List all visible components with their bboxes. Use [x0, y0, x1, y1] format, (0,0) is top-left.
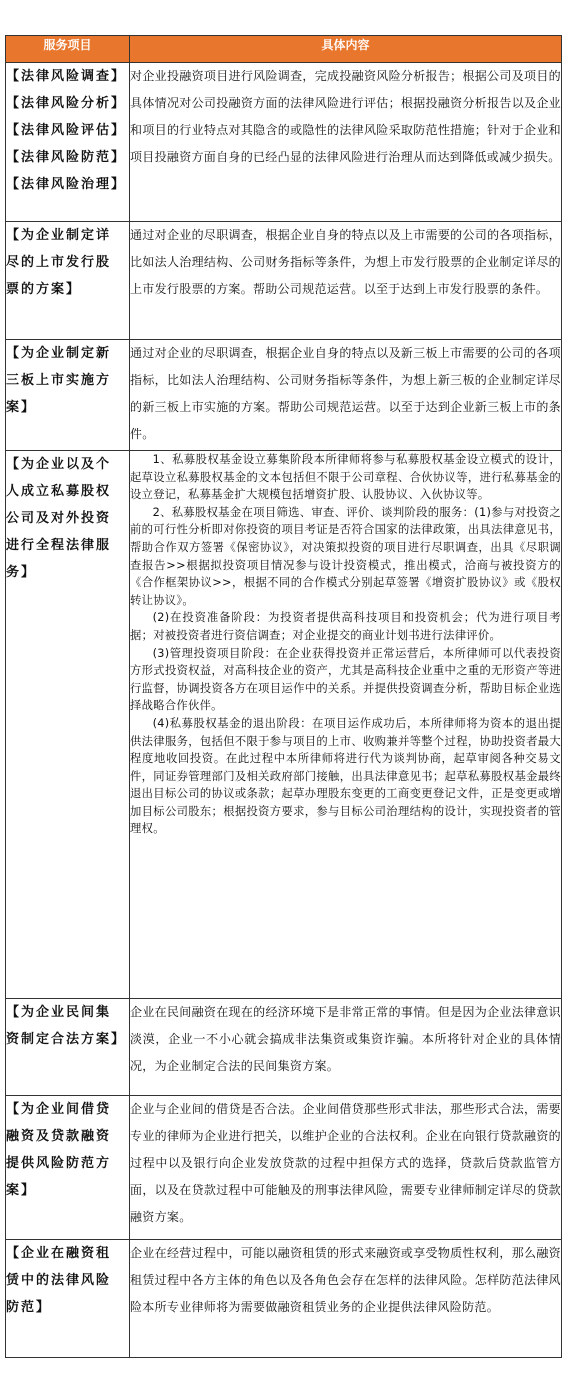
header-details: 具体内容	[130, 36, 562, 63]
service-item-cell	[6, 1240, 130, 1358]
service-content-text: 通过对企业的尽职调查，根据企业自身的特点以及上市需要的公司的各项指标，比如法人治理结构、公司财务指标等条件，为想上市发行股票的企业制定详尽的上市发行股票的方案。帮助公司规范运营。以至于达到上市发行股票的条件。	[130, 228, 561, 296]
service-item-label: 尽的上市发行股	[6, 255, 112, 270]
service-item-label: 【为企业以及个	[6, 457, 112, 472]
service-content-paragraph: 1、私募股权基金设立募集阶段本所律师将参与私募股权基金设立模式的设计，起草设立私募股权基金的文本包括但不限于公司章程、合伙协议等，进行私募基金的设立登记，私募基金扩大规模包括增资扩股、认股协议、入伙协议等。	[130, 453, 561, 502]
service-content-cell	[130, 63, 562, 222]
service-content-cell	[130, 1096, 562, 1240]
service-item-label: 人成立私募股权	[6, 484, 112, 499]
service-item-label: 资制定合法方案】	[6, 1032, 127, 1047]
table-row	[6, 340, 562, 451]
service-item-label: 【法律风险防范】	[6, 150, 127, 165]
service-content-text: 企业在经营过程中，可能以融资租赁的形式来融资或享受物质性权利，那么融资租赁过程中各方主体的角色以及各角色会存在怎样的法律风险。怎样防范法律风险本所专业律师将为需要做融资租赁业务的企业提供法律风险防范。	[130, 1246, 561, 1314]
service-table	[5, 35, 562, 1358]
table-row	[6, 222, 562, 340]
service-item-cell	[6, 1096, 130, 1240]
service-item-label: 【为企业制定详	[6, 228, 112, 243]
service-item-label: 【为企业间借贷	[6, 1102, 112, 1117]
service-content-cell	[130, 222, 562, 340]
service-content-paragraph: (2)在投资准备阶段：为投资者提供高科技项目和投资机会；代为进行项目考据；对被投资者进行资信调查；对企业提交的商业计划书进行法律评价。	[130, 611, 561, 642]
service-item-label: 案】	[6, 400, 37, 415]
service-item-label: 务】	[6, 565, 37, 580]
table-row	[6, 999, 562, 1096]
table-row	[6, 1240, 562, 1358]
service-content-text: 企业在民间融资在现在的经济环境下是非常正常的事情。但是因为企业法律意识淡漠，企业一不小心就会搞成非法集资或集资诈骗。本所将针对企业的具体情况，为企业制定合法的民间集资方案。	[130, 1005, 561, 1073]
table-row	[6, 451, 562, 999]
service-item-cell	[6, 340, 130, 451]
table-header-row	[6, 36, 562, 63]
service-content-text: 通过对企业的尽职调查，根据企业自身的特点以及新三板上市需要的公司的各项指标，比如法人治理结构、公司财务指标等条件，为想上新三板的企业制定详尽的新三板上市实施的方案。帮助公司规范运营。以至于达到企业新三板上市的条件。	[130, 346, 561, 441]
service-item-label: 票的方案】	[6, 282, 82, 297]
header-service-item: 服务项目	[6, 36, 130, 63]
service-item-cell	[6, 63, 130, 222]
service-item-label: 【为企业民间集	[6, 1005, 112, 1020]
table-row	[6, 1096, 562, 1240]
service-item-label: 提供风险防范方	[6, 1156, 112, 1171]
service-item-label: 案】	[6, 1183, 37, 1198]
service-content-paragraph: (4)私募股权基金的退出阶段：在项目运作成功后，本所律师将为资本的退出提供法律服务，包括但不限于参与项目的上市、收购兼并等整个过程，协助投资者最大程度地收回投资。在此过程中本所律师将进行代为谈判协商，起草审阅各种交易文件，同证券管理部门及相关政府部门接触，出具法律意见书；起草私募股权基金最终退出目标公司的协议或条款；起草办理股东变更的工商变更登记文件，正是变更或增加目标公司股东；根据投资方要求，参与目标公司治理结构的设计，实现投资者的管理权。	[130, 716, 561, 836]
service-content-cell	[130, 340, 562, 451]
service-content-paragraph: 2、私募股权基金在项目筛选、审查、评价、谈判阶段的服务：(1)参与对投资之前的可行性分析即对你投资的项目考证是否符合国家的法律政策，出具法律意见书，帮助合作双方签署《保密协议》，对决策拟投资的项目进行尽职调查，出具《尽职调查报告>>根据拟投资项目情况参与设计投资模式，推出模式，洽商与被投资方的《合作框架协议>>，根据不同的合作模式分别起草签署《增资扩股协议》或《股权转让协议》。	[130, 505, 561, 607]
service-item-label: 融资及贷款融资	[6, 1129, 112, 1144]
service-item-label: 公司及对外投资	[6, 511, 112, 526]
service-item-label: 【法律风险评估】	[6, 123, 127, 138]
service-item-label: 【企业在融资租	[6, 1246, 112, 1261]
service-item-label: 防范】	[6, 1300, 52, 1315]
service-item-label: 【法律风险治理】	[6, 177, 127, 192]
service-item-cell	[6, 999, 130, 1096]
service-item-cell	[6, 451, 130, 999]
service-item-label: 赁中的法律风险	[6, 1273, 112, 1288]
service-item-label: 【为企业制定新	[6, 346, 112, 361]
service-item-label: 三板上市实施方	[6, 373, 112, 388]
service-content-cell	[130, 1240, 562, 1358]
service-content-cell	[130, 999, 562, 1096]
service-content-text: 对企业投融资项目进行风险调查，完成投融资风险分析报告；根据公司及项目的具体情况对公司投融资方面的法律风险进行评估；根据投融资分析报告以及企业和项目的行业特点对其隐含的或隐性的法律风险采取防范性措施；针对于企业和项目投融资方面自身的已经凸显的法律风险进行治理从而达到降低或减少损失。	[130, 69, 561, 164]
service-content-cell	[130, 451, 562, 999]
service-item-label: 【法律风险调查】	[6, 69, 127, 84]
service-item-label: 进行全程法律服	[6, 538, 112, 553]
service-item-cell	[6, 222, 130, 340]
service-content-paragraph: (3)管理投资项目阶段：在企业获得投资并正常运营后，本所律师可以代表投资方形式投资权益，对高科技企业的资产，尤其是高科技企业重中之重的无形资产等进行监督，协调投资各方在项目运作中的关系。并提供投资调查分析，帮助目标企业选择战略合作伙伴。	[130, 646, 561, 713]
service-content-text: 企业与企业间的借贷是否合法。企业间借贷那些形式非法，那些形式合法，需要专业的律师为企业进行把关，以维护企业的合法权利。企业在向银行贷款融资的过程中以及银行向企业发放贷款的过程中担保方式的选择，贷款后贷款监管方面，以及在贷款过程中可能触及的刑事法律风险，需要专业律师制定详尽的贷款融资方案。	[130, 1102, 561, 1224]
service-item-label: 【法律风险分析】	[6, 96, 127, 111]
table-row	[6, 63, 562, 222]
